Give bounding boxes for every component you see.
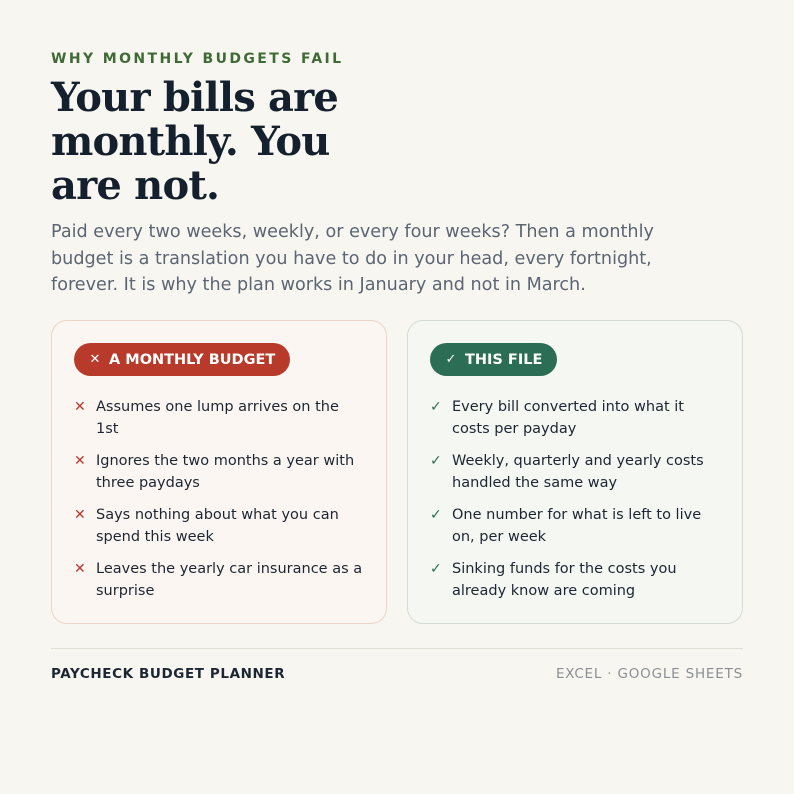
monthly-budget-badge-label: A MONTHLY BUDGET	[109, 351, 276, 368]
list-item-text: Ignores the two months a year with three paydays	[96, 453, 355, 491]
x-icon: ✕	[74, 399, 86, 415]
list-item-text: Leaves the yearly car insurance as a surprise	[96, 561, 363, 599]
intro-paragraph: Paid every two weeks, weekly, or every four weeks? Then a monthly budget is a translation you have to do in your head, every fortnight, forever. It is why the plan works in January and not in March.	[51, 222, 654, 295]
x-icon: ✕	[74, 561, 86, 577]
headline: Your bills are monthly. You are not.	[51, 74, 339, 209]
checkmark-icon: ✓	[445, 352, 457, 367]
x-icon: ✕	[74, 507, 86, 523]
this-file-badge	[430, 343, 557, 376]
eyebrow: WHY MONTHLY BUDGETS FAIL	[51, 51, 344, 67]
checkmark-icon: ✓	[430, 453, 442, 469]
list-item-text: One number for what is left to live on, per week	[452, 507, 702, 545]
checkmark-icon: ✓	[430, 399, 442, 415]
list-item	[430, 505, 720, 548]
product-name: PAYCHECK BUDGET PLANNER	[51, 666, 286, 682]
list-item	[74, 505, 364, 548]
monthly-budget-badge	[74, 343, 290, 376]
x-icon: ✕	[74, 453, 86, 469]
this-file-badge-label: THIS FILE	[465, 351, 543, 368]
list-item	[74, 397, 364, 440]
list-item-text: Sinking funds for the costs you already know are coming	[452, 561, 677, 599]
platforms-label: EXCEL · GOOGLE SHEETS	[555, 666, 743, 682]
checkmark-icon: ✓	[430, 507, 442, 523]
monthly-budget-list	[74, 397, 364, 602]
checkmark-icon: ✓	[430, 561, 442, 577]
footer-divider	[51, 648, 743, 649]
x-icon: ✕	[89, 352, 101, 367]
this-file-list	[430, 397, 720, 602]
this-file-card	[407, 320, 743, 624]
list-item-text: Weekly, quarterly and yearly costs handled the same way	[452, 453, 704, 491]
list-item-text: Says nothing about what you can spend this week	[96, 507, 339, 545]
list-item	[430, 397, 720, 440]
list-item	[430, 559, 720, 602]
list-item-text: Every bill converted into what it costs per payday	[452, 399, 684, 437]
list-item	[74, 451, 364, 494]
monthly-budget-card	[51, 320, 387, 624]
list-item	[74, 559, 364, 602]
list-item-text: Assumes one lump arrives on the 1st	[96, 399, 339, 437]
list-item	[430, 451, 720, 494]
